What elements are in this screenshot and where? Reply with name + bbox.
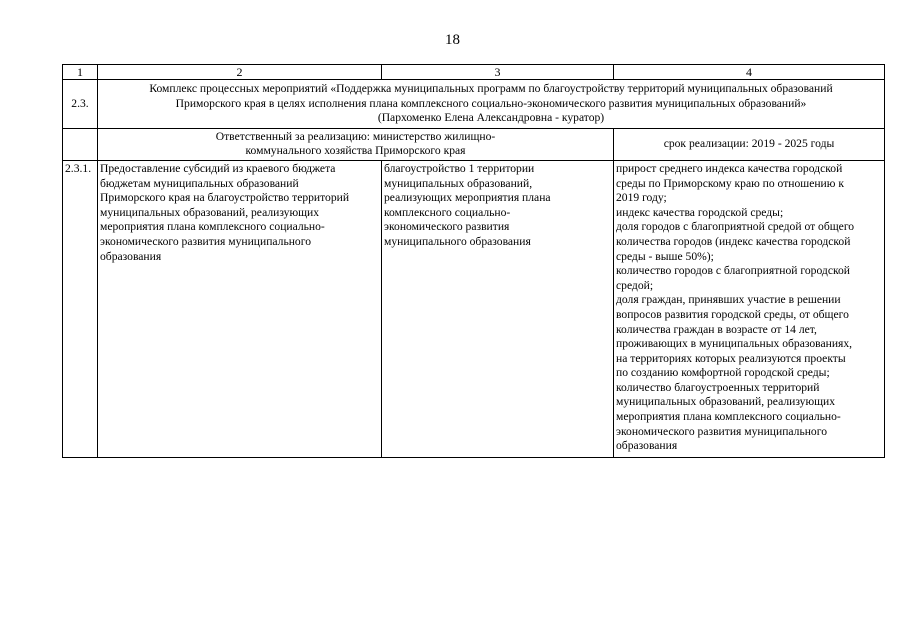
header-row bbox=[63, 65, 885, 80]
complex-row bbox=[63, 80, 885, 129]
responsible-line: коммунального хозяйства Приморского края bbox=[245, 144, 466, 158]
responsible-executor bbox=[98, 128, 614, 160]
indicator-line: образования bbox=[616, 439, 678, 453]
indicator-line: доля граждан, принявших участие в решении bbox=[616, 293, 841, 307]
effect-line: муниципальных образований, bbox=[384, 176, 533, 190]
indicator-line: доля городов с благоприятной средой от общего bbox=[616, 220, 855, 234]
complex-curator-line: (Пархоменко Елена Александровна - куратор) bbox=[377, 111, 605, 125]
header-col-2: 2 bbox=[98, 65, 382, 80]
responsible-empty-cell bbox=[63, 128, 98, 160]
complex-title bbox=[98, 80, 885, 129]
plan-table bbox=[62, 64, 885, 458]
effect-line: экономического развития bbox=[384, 220, 510, 234]
indicator-line: количество благоустроенных территорий bbox=[616, 380, 820, 394]
indicator-line: количества граждан в возрасте от 14 лет, bbox=[616, 322, 817, 336]
item-effect bbox=[382, 160, 614, 457]
indicator-line: муниципальных образований, реализующих bbox=[616, 395, 836, 409]
indicator-line: по созданию комфортной городской среды; bbox=[616, 366, 830, 380]
effect-line: благоустройство 1 территории bbox=[384, 161, 535, 175]
indicator-line: вопросов развития городской среды, от общего bbox=[616, 307, 849, 321]
responsible-line: Ответственный за реализацию: министерство жилищно- bbox=[215, 129, 496, 143]
indicator-line: количество городов с благоприятной городской bbox=[616, 264, 851, 278]
complex-title-line: Комплекс процессных мероприятий «Поддержка муниципальных программ по благоустройству территорий муниципальных образований bbox=[149, 82, 833, 95]
header-col-4: 4 bbox=[614, 65, 885, 80]
item-row bbox=[63, 160, 885, 457]
task-line: бюджетам муниципальных образований bbox=[100, 176, 299, 190]
item-indicators bbox=[614, 160, 885, 457]
header-col-3: 3 bbox=[382, 65, 614, 80]
indicator-line: проживающих в муниципальных образованиях, bbox=[616, 337, 853, 351]
indicator-line: среды - выше 50%); bbox=[616, 249, 714, 263]
indicator-line: мероприятия плана комплексного социально- bbox=[616, 410, 841, 424]
item-task bbox=[98, 160, 382, 457]
indicator-line: индекс качества городской среды; bbox=[616, 205, 784, 219]
indicator-line: прирост среднего индекса качества городской bbox=[616, 161, 843, 175]
complex-number: 2.3. bbox=[63, 80, 98, 129]
task-line: мероприятия плана комплексного социально- bbox=[100, 220, 325, 234]
indicator-line: 2019 году; bbox=[616, 191, 667, 205]
task-line: Предоставление субсидий из краевого бюджета bbox=[100, 161, 336, 175]
task-line: экономического развития муниципального bbox=[100, 234, 311, 248]
task-line: Приморского края на благоустройство территорий bbox=[100, 191, 350, 205]
implementation-term: срок реализации: 2019 - 2025 годы bbox=[614, 128, 885, 160]
responsible-row bbox=[63, 128, 885, 160]
indicator-line: экономического развития муниципального bbox=[616, 424, 827, 438]
indicator-line: средой; bbox=[616, 278, 654, 292]
item-number: 2.3.1. bbox=[63, 160, 98, 457]
indicator-line: среды по Приморскому краю по отношению к bbox=[616, 176, 844, 190]
task-line: образования bbox=[100, 249, 162, 263]
indicator-line: на территориях которых реализуются проекты bbox=[616, 351, 846, 365]
effect-line: муниципального образования bbox=[384, 234, 531, 248]
page-number: 18 bbox=[445, 32, 460, 48]
effect-line: комплексного социально- bbox=[384, 205, 511, 219]
complex-title-line: Приморского края в целях исполнения плана комплексного социально-экономического развития муниципальных образований» bbox=[175, 96, 807, 110]
effect-line: реализующих мероприятия плана bbox=[384, 191, 551, 205]
indicator-line: количества городов (индекс качества городской bbox=[616, 234, 851, 248]
header-col-1: 1 bbox=[63, 65, 98, 80]
task-line: муниципальных образований, реализующих bbox=[100, 205, 320, 219]
